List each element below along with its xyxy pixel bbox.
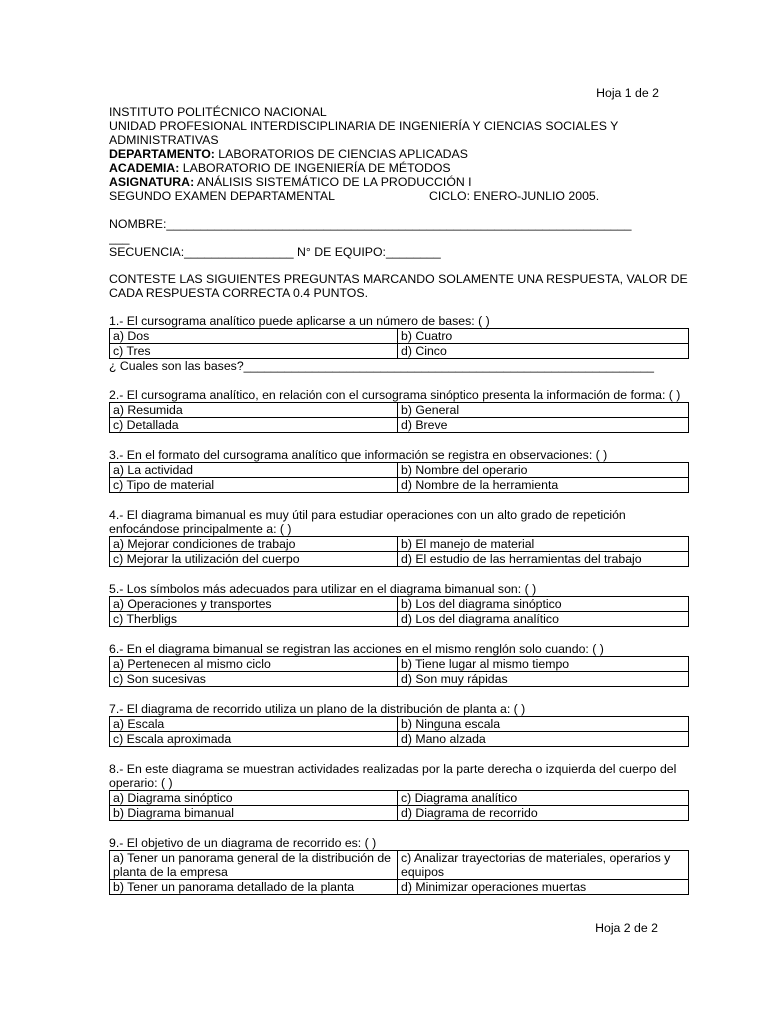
options-row (110, 732, 689, 747)
option-cell[interactable]: c) Tipo de material (110, 478, 398, 493)
option-cell[interactable]: d) Son muy rápidas (398, 672, 689, 687)
option-cell[interactable]: d) Cinco (398, 344, 689, 359)
option-cell[interactable]: d) Minimizar operaciones muertas (398, 880, 689, 895)
question-9 (109, 836, 689, 895)
academy-line (109, 161, 689, 175)
option-cell[interactable]: b) Ninguna escala (398, 717, 689, 732)
options-row (110, 478, 689, 493)
name-field-wrap: ___ (109, 231, 130, 245)
option-cell[interactable]: a) Tener un panorama general de la distribución de planta de la empresa (110, 851, 398, 880)
question-text: 9.- El objetivo de un diagrama de recorrido es: ( ) (109, 836, 377, 850)
question-5 (109, 582, 689, 627)
sequence-team-field[interactable]: SECUENCIA:________________ N° DE EQUIPO:________ (109, 245, 441, 259)
options-row (110, 329, 689, 344)
options-row (110, 418, 689, 433)
options-table (109, 656, 689, 687)
subject-label: ASIGNATURA: (109, 175, 195, 189)
options-table (109, 716, 689, 747)
unit-name: UNIDAD PROFESIONAL INTERDISCIPLINARIA DE INGENIERÍA Y CIENCIAS SOCIALES Y ADMINISTRATIVAS (109, 119, 619, 147)
exam-page (109, 86, 689, 895)
options-row (110, 597, 689, 612)
options-table (109, 850, 689, 895)
options-table (109, 328, 689, 359)
options-row (110, 612, 689, 627)
question-text: 5.- Los símbolos más adecuados para utilizar en el diagrama bimanual son: ( ) (109, 582, 537, 596)
options-row (110, 657, 689, 672)
academy-value: LABORATORIO DE INGENIERÍA DE MÉTODOS (179, 161, 451, 175)
option-cell[interactable]: c) Escala aproximada (110, 732, 398, 747)
option-cell[interactable]: b) General (398, 403, 689, 418)
student-fields (109, 217, 689, 259)
question-list (109, 314, 689, 895)
option-cell[interactable]: c) Analizar trayectorias de materiales, operarios y equipos (398, 851, 689, 880)
options-row (110, 672, 689, 687)
options-row (110, 344, 689, 359)
subject-line (109, 175, 689, 189)
department-value: LABORATORIOS DE CIENCIAS APLICADAS (214, 147, 468, 161)
subject-value: ANÁLISIS SISTEMÁTICO DE LA PRODUCCIÓN I (194, 175, 472, 189)
options-table (109, 402, 689, 433)
cycle-value: CICLO: ENERO-JUNLIO 2005. (429, 189, 600, 203)
option-cell[interactable]: d) Breve (398, 418, 689, 433)
question-text: 2.- El cursograma analítico, en relación con el cursograma sinóptico presenta la información de forma: ( ) (109, 388, 681, 402)
options-table (109, 790, 689, 821)
question-text: 1.- El cursograma analítico puede aplicarse a un número de bases: ( ) (109, 314, 490, 328)
option-cell[interactable]: d) Diagrama de recorrido (398, 806, 689, 821)
option-cell[interactable]: a) Diagrama sinóptico (110, 791, 398, 806)
option-cell[interactable]: b) Los del diagrama sinóptico (398, 597, 689, 612)
option-cell[interactable]: b) El manejo de material (398, 537, 689, 552)
department-line (109, 147, 689, 161)
option-cell[interactable]: c) Tres (110, 344, 398, 359)
option-cell[interactable]: c) Diagrama analítico (398, 791, 689, 806)
question-8 (109, 762, 689, 821)
option-cell[interactable]: b) Cuatro (398, 329, 689, 344)
option-cell[interactable]: d) Mano alzada (398, 732, 689, 747)
option-cell[interactable]: d) Nombre de la herramienta (398, 478, 689, 493)
question-4 (109, 508, 689, 567)
exam-cycle-line (109, 189, 689, 203)
academy-label: ACADEMIA: (109, 161, 180, 175)
instructions: CONTESTE LAS SIGUIENTES PREGUNTAS MARCANDO SOLAMENTE UNA RESPUESTA, VALOR DE CADA RESPUESTA CORRECTA 0.4 PUNTOS. (109, 272, 688, 300)
option-cell[interactable]: c) Mejorar la utilización del cuerpo (110, 552, 398, 567)
question-3 (109, 448, 689, 493)
options-row (110, 537, 689, 552)
option-cell[interactable]: d) El estudio de las herramientas del trabajo (398, 552, 689, 567)
options-row (110, 880, 689, 895)
option-cell[interactable]: b) Nombre del operario (398, 463, 689, 478)
option-cell[interactable]: a) La actividad (110, 463, 398, 478)
question-7 (109, 702, 689, 747)
question-text: 6.- En el diagrama bimanual se registran las acciones en el mismo renglón solo cuando: ( ) (109, 642, 604, 656)
option-cell[interactable]: d) Los del diagrama analítico (398, 612, 689, 627)
question-text: 7.- El diagrama de recorrido utiliza un plano de la distribución de planta a: ( ) (109, 702, 526, 716)
options-row (110, 403, 689, 418)
options-table (109, 596, 689, 627)
option-cell[interactable]: c) Therbligs (110, 612, 398, 627)
options-table (109, 462, 689, 493)
question-text: 8.- En este diagrama se muestran actividades realizadas por la parte derecha o izquierda del cuerpo del operario: ( ) (109, 762, 677, 790)
option-cell[interactable]: a) Dos (110, 329, 398, 344)
page-number-top: Hoja 1 de 2 (596, 86, 659, 100)
option-cell[interactable]: a) Mejorar condiciones de trabajo (110, 537, 398, 552)
option-cell[interactable]: b) Diagrama bimanual (110, 806, 398, 821)
option-cell[interactable]: b) Tener un panorama detallado de la planta (110, 880, 398, 895)
question-text: 3.- En el formato del cursograma analítico que información se registra en observaciones: ( ) (109, 448, 608, 462)
department-label: DEPARTAMENTO: (109, 147, 215, 161)
options-row (110, 717, 689, 732)
options-row (110, 806, 689, 821)
option-cell[interactable]: a) Operaciones y transportes (110, 597, 398, 612)
options-table (109, 536, 689, 567)
question-2 (109, 388, 689, 433)
option-cell[interactable]: a) Escala (110, 717, 398, 732)
option-cell[interactable]: b) Tiene lugar al mismo tiempo (398, 657, 689, 672)
options-row (110, 851, 689, 880)
question-6 (109, 642, 689, 687)
option-cell[interactable]: a) Resumida (110, 403, 398, 418)
option-cell[interactable]: c) Son sucesivas (110, 672, 398, 687)
name-field[interactable]: NOMBRE:____________________________________________________________________ (109, 217, 632, 231)
exam-title: SEGUNDO EXAMEN DEPARTAMENTAL (109, 189, 335, 203)
question-1 (109, 314, 689, 373)
question-extra-line[interactable]: ¿ Cuales son las bases?____________________________________________________________ (109, 359, 654, 373)
option-cell[interactable]: a) Pertenecen al mismo ciclo (110, 657, 398, 672)
question-text: 4.- El diagrama bimanual es muy útil para estudiar operaciones con un alto grado de repetición enfocándose principalmente a: ( ) (109, 508, 626, 536)
options-row (110, 552, 689, 567)
exam-header (109, 105, 689, 203)
option-cell[interactable]: c) Detallada (110, 418, 398, 433)
options-row (110, 463, 689, 478)
options-row (110, 791, 689, 806)
institute-name: INSTITUTO POLITÉCNICO NACIONAL (109, 105, 327, 119)
page-number-bottom: Hoja 2 de 2 (595, 921, 658, 935)
